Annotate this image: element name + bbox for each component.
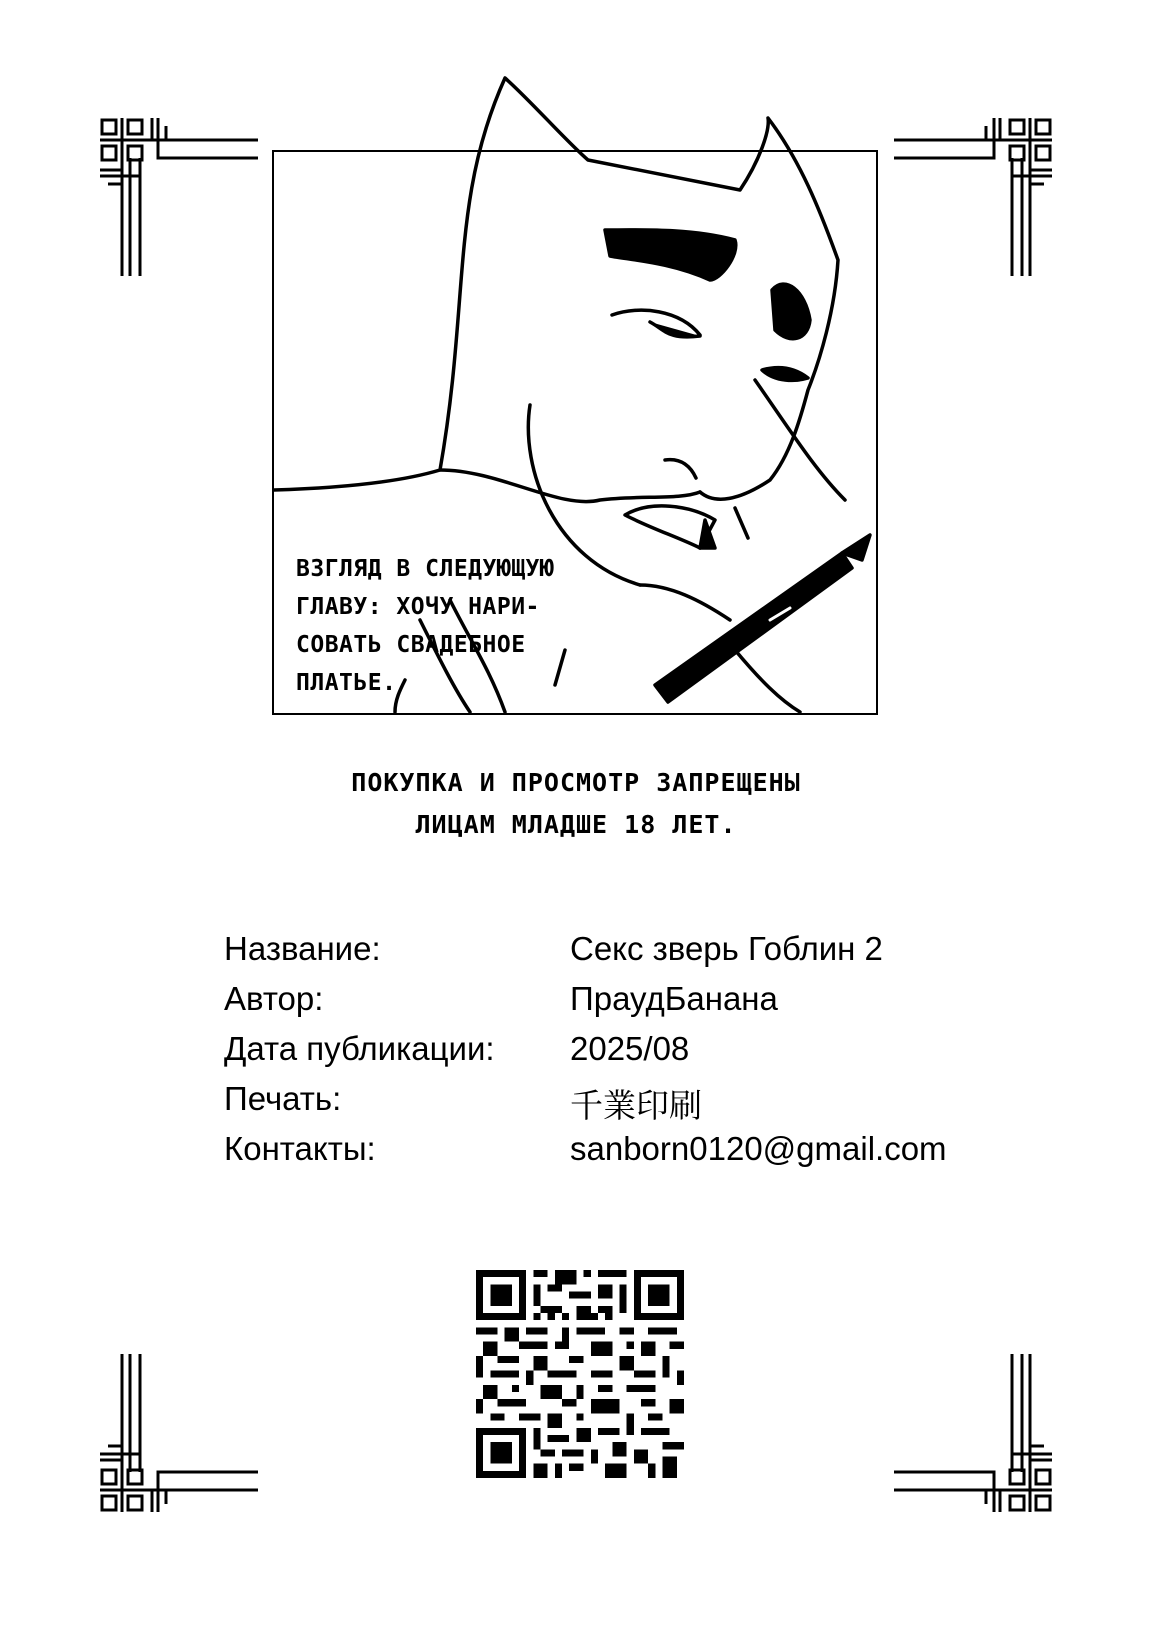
info-label: Название: [224, 930, 381, 967]
age-warning [0, 762, 1152, 846]
info-label: Печать: [224, 1080, 342, 1117]
caption-line: ПЛАТЬЕ. [296, 670, 397, 696]
qr-code[interactable] [476, 1270, 684, 1478]
info-value: 千業印刷 [570, 1087, 702, 1124]
info-label: Автор: [224, 980, 324, 1017]
info-value[interactable]: sanborn0120@gmail.com [570, 1130, 947, 1167]
warning-line: ПОКУПКА И ПРОСМОТР ЗАПРЕЩЕНЫ [351, 768, 801, 797]
warning-line: ЛИЦАМ МЛАДШЕ 18 ЛЕТ. [415, 810, 737, 839]
info-label: Дата публикации: [224, 1030, 495, 1067]
info-value: ПраудБанана [570, 980, 778, 1017]
caption-line: СОВАТЬ СВАДЕБНОЕ [296, 632, 526, 658]
info-value: Секс зверь Гоблин 2 [570, 930, 883, 967]
speech-caption [296, 550, 636, 702]
corner-ornament-bottom-right [892, 1352, 1052, 1512]
corner-ornament-bottom-left [100, 1352, 260, 1512]
corner-ornament-top-right [892, 118, 1052, 278]
corner-ornament-top-left [100, 118, 260, 278]
info-label: Контакты: [224, 1130, 376, 1167]
info-value: 2025/08 [570, 1030, 690, 1067]
caption-line: ГЛАВУ: ХОЧУ НАРИ- [296, 594, 540, 620]
caption-line: ВЗГЛЯД В СЛЕДУЮЩУЮ [296, 556, 555, 582]
